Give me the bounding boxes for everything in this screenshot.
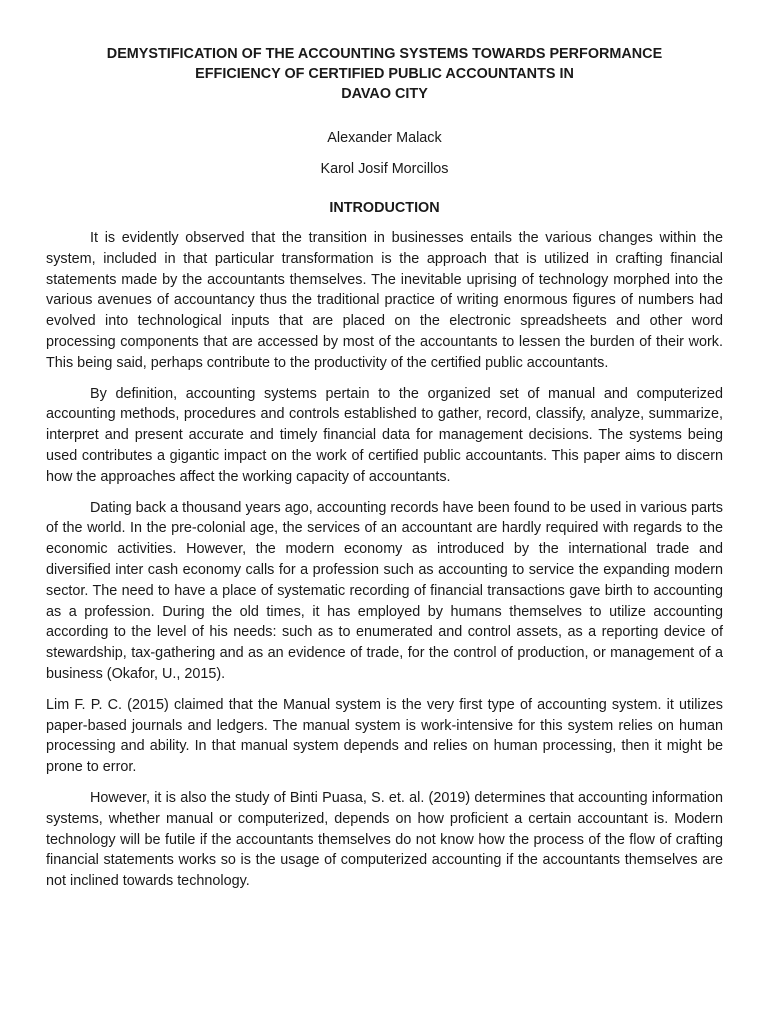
- paragraph-5: However, it is also the study of Binti Puasa, S. et. al. (2019) determines that accounting information systems, whether manual or computerized, depends on how proficient a certain accountant is. Modern technology will be futile if the accountants themselves do not know how the process of the flow of crafting financial statements works so is the usage of computerized accounting if the accountants themselves are not inclined towards technology.: [46, 789, 723, 890]
- title-line-2: EFFICIENCY OF CERTIFIED PUBLIC ACCOUNTANTS IN: [195, 66, 574, 82]
- paragraph-4: Lim F. P. C. (2015) claimed that the Manual system is the very first type of accounting system. it utilizes paper-based journals and ledgers. The manual system is work-intensive for this system relies on human processing and ability. In that manual system depends and relies on human processing, then it might be prone to error.: [46, 696, 723, 776]
- title-line-1: DEMYSTIFICATION OF THE ACCOUNTING SYSTEMS TOWARDS PERFORMANCE: [106, 46, 663, 62]
- author-list: [46, 128, 723, 179]
- paragraph-1: It is evidently observed that the transition in businesses entails the various changes within the system, included in that particular transformation is the approach that is utilized in crafting financial statements made by the accountants themselves. The inevitable uprising of technology morphed into the various avenues of accountancy thus the traditional practice of writing enormous figures of numbers had evolved into technological inputs that are placed on the electronic spreadsheets and other word processing components that are accessed by most of the accountants to lessen the burden of their work. This being said, perhaps contribute to the productivity of the certified public accountants.: [46, 230, 723, 371]
- paragraph-2: By definition, accounting systems pertain to the organized set of manual and computerized accounting methods, procedures and controls established to gather, record, classify, analyze, summarize, interpret and present accurate and timely financial data for management decisions. The systems being used contributes a gigantic impact on the work of certified public accountants. This paper aims to discern how the approaches affect the working capacity of accountants.: [46, 385, 723, 485]
- title-line-3: DAVAO CITY: [341, 86, 428, 102]
- author-2: Karol Josif Morcillos: [320, 161, 449, 177]
- section-heading-introduction: INTRODUCTION: [329, 200, 440, 216]
- author-1: Alexander Malack: [327, 130, 442, 146]
- paragraph-3: Dating back a thousand years ago, accounting records have been found to be used in various parts of the world. In the pre-colonial age, the services of an accountant are hardly required with regards to the economic activities. However, the modern economy as introduced by the international trade and diversified inter cash economy calls for a profession such as accounting to service the expanding modern sector. The need to have a place of systematic recording of financial transactions gave birth to accounting as a profession. During the old times, it has employed by humans themselves to utilize accounting according to the level of his needs: such as to enumerated and control assets, as a reporting device of stewardship, tax-gathering and as an evidence of trade, for the control of production, or management of a business (Okafor, U., 2015).: [46, 499, 723, 682]
- paper-title: [46, 44, 723, 104]
